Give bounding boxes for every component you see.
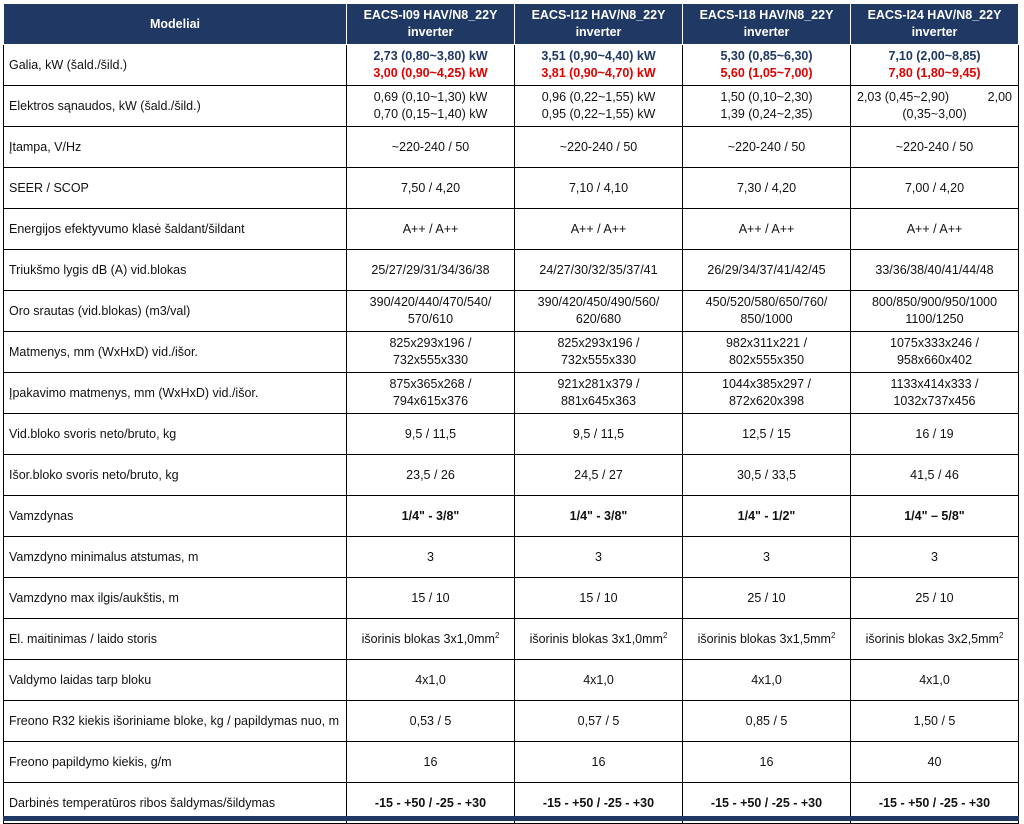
table-cell: A++ / A++ — [683, 209, 851, 250]
row-label: Freono papildymo kiekis, g/m — [4, 742, 347, 783]
table-cell: 25 / 10 — [851, 578, 1019, 619]
row-label: Vid.bloko svoris neto/bruto, kg — [4, 414, 347, 455]
table-cell: -15 - +50 / -25 - +30 — [347, 783, 515, 824]
model-header: EACS-I18 HAV/N8_22Y inverter — [683, 4, 851, 45]
table-cell: 3 — [851, 537, 1019, 578]
table-row — [4, 455, 1019, 496]
table-cell: 26/29/34/37/41/42/45 — [683, 250, 851, 291]
table-cell: 0,85 / 5 — [683, 701, 851, 742]
model-header: EACS-I09 HAV/N8_22Y inverter — [347, 4, 515, 45]
table-cell: 24/27/30/32/35/37/41 — [515, 250, 683, 291]
table-cell: ~220-240 / 50 — [851, 127, 1019, 168]
table-cell: 4x1,0 — [347, 660, 515, 701]
table-cell: 12,5 / 15 — [683, 414, 851, 455]
table-cell: 16 — [347, 742, 515, 783]
table-row — [4, 660, 1019, 701]
table-row — [4, 537, 1019, 578]
table-row — [4, 86, 1019, 127]
table-row — [4, 332, 1019, 373]
table-cell: ~220-240 / 50 — [347, 127, 515, 168]
table-cell: 25 / 10 — [683, 578, 851, 619]
row-label: Vamzdyno max ilgis/aukštis, m — [4, 578, 347, 619]
cable-cell: išorinis blokas $3x1,5mm^2$ — [683, 619, 851, 660]
table-cell: 16 — [683, 742, 851, 783]
table-cell: 9,5 / 11,5 — [515, 414, 683, 455]
dimensions-cell: 825x293x196 / 732x555x330 — [515, 332, 683, 373]
dimensions-cell: 825x293x196 / 732x555x330 — [347, 332, 515, 373]
table-row — [4, 578, 1019, 619]
bottom-border — [3, 816, 1019, 821]
table-cell: 4x1,0 — [851, 660, 1019, 701]
table-cell: ~220-240 / 50 — [683, 127, 851, 168]
power-cell: 2,73 (0,80~3,80) kW 3,00 (0,90~4,25) kW — [347, 45, 515, 86]
packing-cell: 875x365x268 / 794x615x376 — [347, 373, 515, 414]
row-label: SEER / SCOP — [4, 168, 347, 209]
power-cell: 3,51 (0,90~4,40) kW 3,81 (0,90~4,70) kW — [515, 45, 683, 86]
table-cell: ~220-240 / 50 — [515, 127, 683, 168]
spec-table — [3, 3, 1019, 824]
consumption-cell: 0,69 (0,10~1,30) kW 0,70 (0,15~1,40) kW — [347, 86, 515, 127]
model-header: EACS-I12 HAV/N8_22Y inverter — [515, 4, 683, 45]
cable-cell: išorinis blokas $3x1,0mm^2$ — [347, 619, 515, 660]
row-label: Freono R32 kiekis išoriniame bloke, kg / papildymas nuo, m — [4, 701, 347, 742]
table-cell: 1/4" – 5/8" — [851, 496, 1019, 537]
packing-cell: 1044x385x297 / 872x620x398 — [683, 373, 851, 414]
table-row — [4, 127, 1019, 168]
packing-cell: 921x281x379 / 881x645x363 — [515, 373, 683, 414]
table-cell: 4x1,0 — [515, 660, 683, 701]
table-cell: 3 — [347, 537, 515, 578]
table-row — [4, 373, 1019, 414]
table-row — [4, 168, 1019, 209]
table-cell: 1/4" - 3/8" — [347, 496, 515, 537]
table-cell: 40 — [851, 742, 1019, 783]
power-cell: 7,10 (2,00~8,85) 7,80 (1,80~9,45) — [851, 45, 1019, 86]
row-label: Įtampa, V/Hz — [4, 127, 347, 168]
table-row — [4, 742, 1019, 783]
table-cell: 3 — [515, 537, 683, 578]
table-cell: -15 - +50 / -25 - +30 — [515, 783, 683, 824]
row-label: Išor.bloko svoris neto/bruto, kg — [4, 455, 347, 496]
table-cell: 25/27/29/31/34/36/38 — [347, 250, 515, 291]
row-label: Vamzdyno minimalus atstumas, m — [4, 537, 347, 578]
airflow-cell: 800/850/900/950/1000 1100/1250 — [851, 291, 1019, 332]
table-cell: 15 / 10 — [347, 578, 515, 619]
consumption-cell: 2,03 (0,45~2,90) 2,00 (0,35~3,00) — [851, 86, 1019, 127]
airflow-cell: 390/420/440/470/540/ 570/610 — [347, 291, 515, 332]
table-row — [4, 701, 1019, 742]
dimensions-cell: 982x311x221 / 802x555x350 — [683, 332, 851, 373]
row-label: El. maitinimas / laido storis — [4, 619, 347, 660]
table-cell: 33/36/38/40/41/44/48 — [851, 250, 1019, 291]
table-cell: 0,57 / 5 — [515, 701, 683, 742]
table-row — [4, 209, 1019, 250]
table-cell: 1/4" - 3/8" — [515, 496, 683, 537]
row-label: Elektros sąnaudos, kW (šald./šild.) — [4, 86, 347, 127]
table-cell: A++ / A++ — [851, 209, 1019, 250]
table-cell: 7,30 / 4,20 — [683, 168, 851, 209]
table-row — [4, 619, 1019, 660]
model-header: EACS-I24 HAV/N8_22Y inverter — [851, 4, 1019, 45]
airflow-cell: 450/520/580/650/760/ 850/1000 — [683, 291, 851, 332]
table-cell: 16 — [515, 742, 683, 783]
table-cell: A++ / A++ — [347, 209, 515, 250]
row-label: Įpakavimo matmenys, mm (WxHxD) vid./išor. — [4, 373, 347, 414]
row-label: Galia, kW (šald./šild.) — [4, 45, 347, 86]
table-cell: 9,5 / 11,5 — [347, 414, 515, 455]
table-cell: 7,00 / 4,20 — [851, 168, 1019, 209]
row-label: Vamzdynas — [4, 496, 347, 537]
models-header: Modeliai — [4, 4, 347, 45]
header-row — [4, 4, 1019, 45]
table-cell: -15 - +50 / -25 - +30 — [851, 783, 1019, 824]
table-cell: 30,5 / 33,5 — [683, 455, 851, 496]
table-cell: 16 / 19 — [851, 414, 1019, 455]
table-cell: 1/4" - 1/2" — [683, 496, 851, 537]
airflow-cell: 390/420/450/490/560/ 620/680 — [515, 291, 683, 332]
power-cell: 5,30 (0,85~6,30) 5,60 (1,05~7,00) — [683, 45, 851, 86]
cable-cell: išorinis blokas $3x2,5mm^2$ — [851, 619, 1019, 660]
table-cell: 24,5 / 27 — [515, 455, 683, 496]
row-label: Triukšmo lygis dB (A) vid.blokas — [4, 250, 347, 291]
table-cell: 4x1,0 — [683, 660, 851, 701]
table-cell: 41,5 / 46 — [851, 455, 1019, 496]
row-label: Energijos efektyvumo klasė šaldant/šildant — [4, 209, 347, 250]
table-cell: 3 — [683, 537, 851, 578]
table-cell: 1,50 / 5 — [851, 701, 1019, 742]
table-cell: 23,5 / 26 — [347, 455, 515, 496]
table-row — [4, 496, 1019, 537]
table-cell: 0,53 / 5 — [347, 701, 515, 742]
table-cell: 7,50 / 4,20 — [347, 168, 515, 209]
table-row — [4, 250, 1019, 291]
table-row — [4, 291, 1019, 332]
row-label: Matmenys, mm (WxHxD) vid./išor. — [4, 332, 347, 373]
table-row — [4, 414, 1019, 455]
row-label: Valdymo laidas tarp bloku — [4, 660, 347, 701]
row-label: Darbinės temperatūros ribos šaldymas/šildymas — [4, 783, 347, 824]
row-label: Oro srautas (vid.blokas) (m3/val) — [4, 291, 347, 332]
consumption-cell: 0,96 (0,22~1,55) kW 0,95 (0,22~1,55) kW — [515, 86, 683, 127]
table-cell: 7,10 / 4,10 — [515, 168, 683, 209]
dimensions-cell: 1075x333x246 / 958x660x402 — [851, 332, 1019, 373]
table-cell: -15 - +50 / -25 - +30 — [683, 783, 851, 824]
table-row — [4, 45, 1019, 86]
table-cell: A++ / A++ — [515, 209, 683, 250]
cable-cell: išorinis blokas $3x1,0mm^2$ — [515, 619, 683, 660]
table-cell: 15 / 10 — [515, 578, 683, 619]
consumption-cell: 1,50 (0,10~2,30) 1,39 (0,24~2,35) — [683, 86, 851, 127]
packing-cell: 1133x414x333 / 1032x737x456 — [851, 373, 1019, 414]
